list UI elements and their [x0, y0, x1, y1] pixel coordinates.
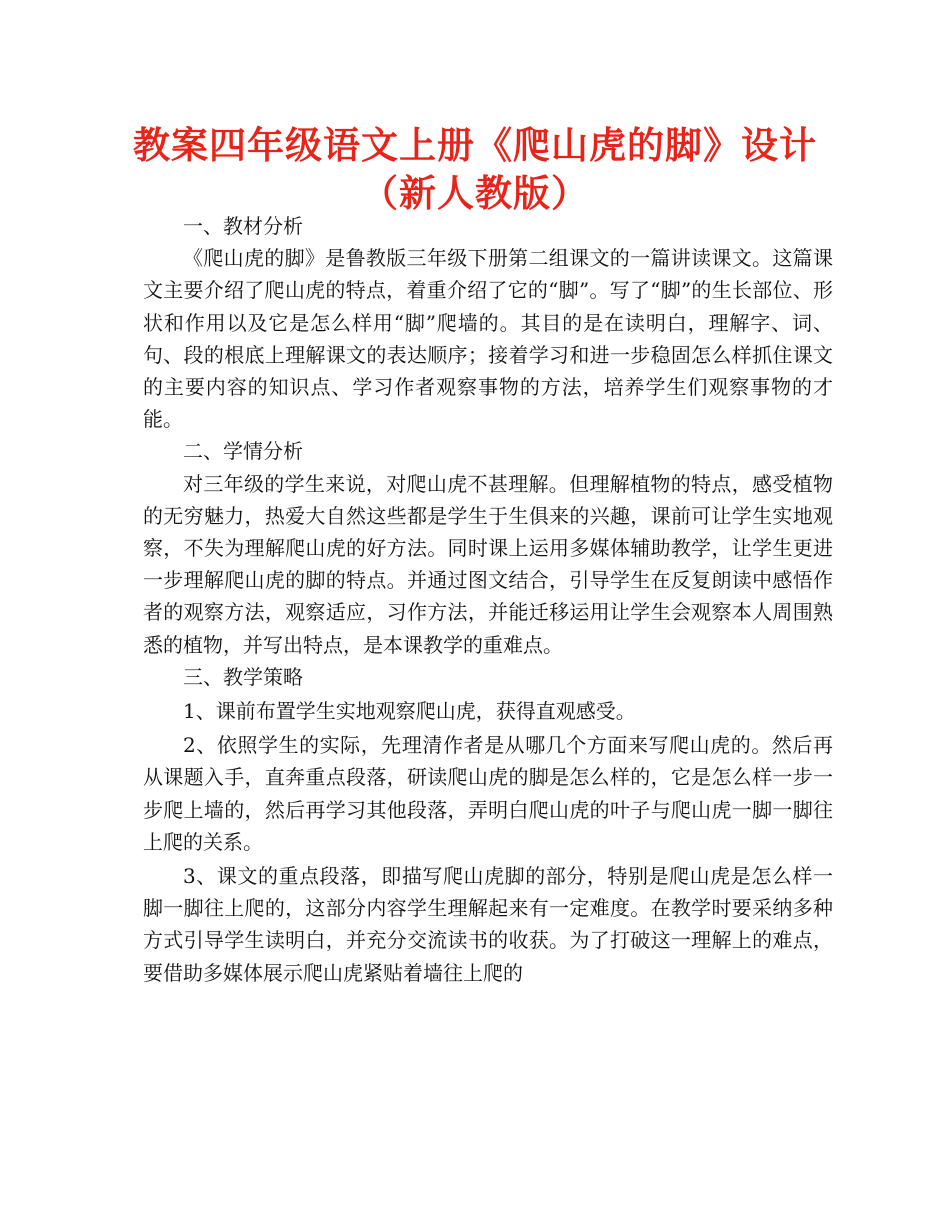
strategy-item-3: 3、课文的重点段落，即描写爬山虎脚的部分，特别是爬山虎是怎么样一脚一脚往上爬的，这部分内容学生理解起来有一定难度。在教学时要采纳多种方式引导学生读明白，并充分交流读书的收获。为了打破这一理解上的难点，要借助多媒体展示爬山虎紧贴着墙往上爬的: [143, 864, 833, 985]
document-title-line1: 教案四年级语文上册《爬山虎的脚》设计: [133, 124, 817, 167]
paragraph-students: 对三年级的学生来说，对爬山虎不甚理解。但理解植物的特点，感受植物的无穷魅力，热爱大自然这些都是学生于生俱来的兴趣，课前可让学生实地观察，不失为理解爬山虎的好方法。同时课上运用多媒体辅助教学，让学生更进一步理解爬山虎的脚的特点。并通过图文结合，引导学生在反复朗读中感悟作者的观察方法，观察适应，习作方法，并能迁移运用让学生会观察本人周围熟悉的植物，并写出特点，是本课教学的重难点。: [143, 471, 833, 657]
strategy-item-1: 1、课前布置学生实地观察爬山虎，获得直观感受。: [183, 699, 636, 724]
document-body: [143, 210, 833, 989]
strategy-item-2: 2、依照学生的实际，先理清作者是从哪几个方面来写爬山虎的。然后再从课题入手，直奔重点段落，研读爬山虎的脚是怎么样的，它是怎么样一步一步爬上墙的，然后再学习其他段落，弄明白爬山虎的叶子与爬山虎一脚一脚往上爬的关系。: [143, 733, 833, 854]
document-title-line2: （新人教版）: [361, 172, 589, 215]
section-heading-strategy: 三、教学策略: [183, 664, 303, 689]
section-heading-students: 二、学情分析: [183, 439, 303, 464]
section-heading-materials: 一、教材分析: [183, 214, 303, 238]
paragraph-materials: 《爬山虎的脚》是鲁教版三年级下册第二组课文的一篇讲读课文。这篇课文主要介绍了爬山虎的特点，着重介绍了它的“脚”。写了“脚”的生长部位、形状和作用以及它是怎么样用“脚”爬墙的。其目的是在读明白，理解字、词、句、段的根底上理解课文的表达顺序；接着学习和进一步稳固怎么样抓住课文的主要内容的知识点、学习作者观察事物的方法，培养学生们观察事物的才能。: [143, 246, 833, 432]
